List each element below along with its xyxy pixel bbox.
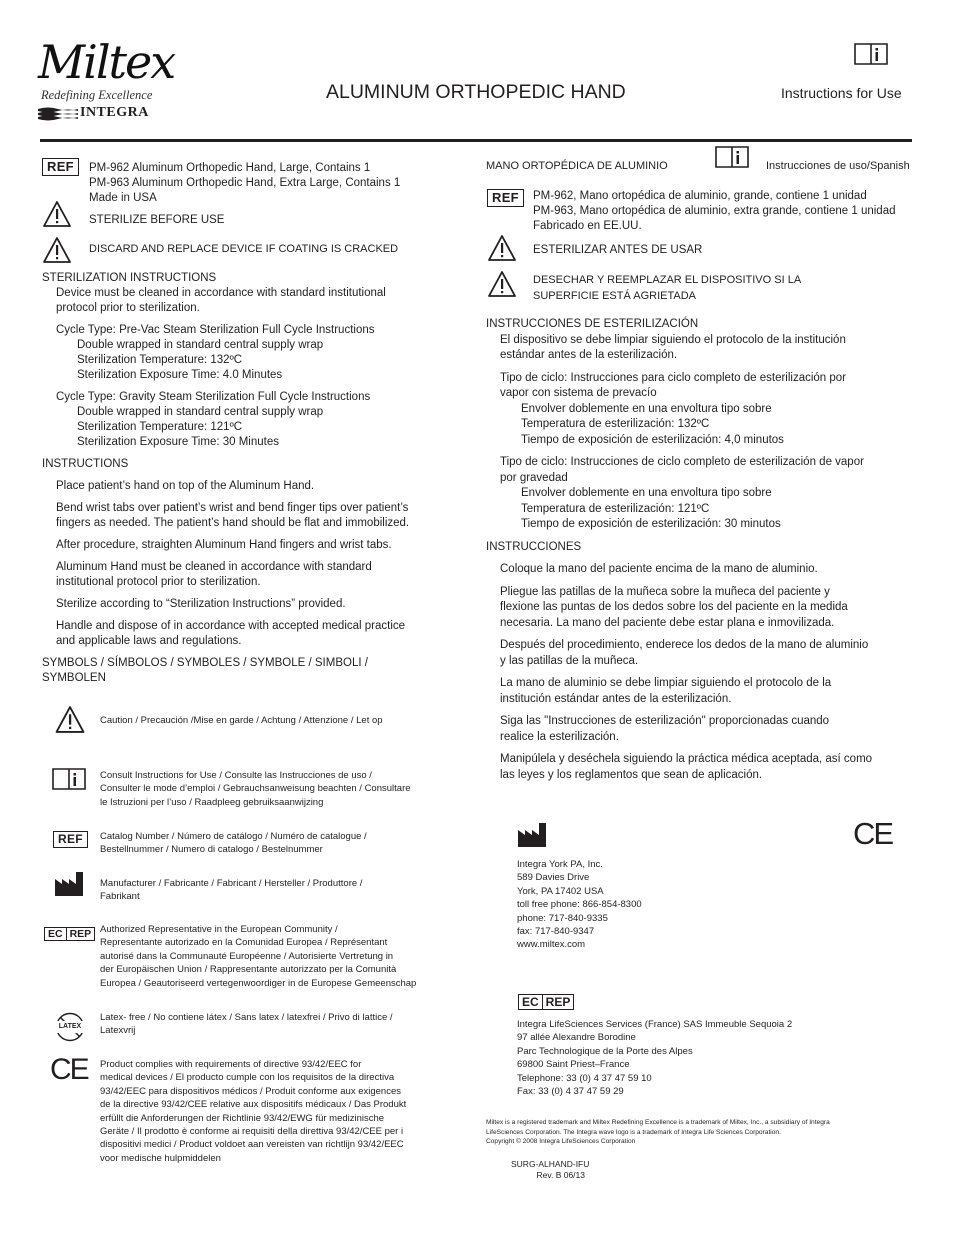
- sterilization-section-es: INSTRUCCIONES DE ESTERILIZACIÓN El dispositivo se debe limpiar siguiendo el protocolo de la institución estándar antes de la esterilización. Tipo de ciclo: Instrucciones para ciclo completo de esterilización por vapor con sistema de prevacío Envolver doblemente en una envoltura tipo sobre Temperatura de esterilización: 132ºC Tiempo de exposición de esterilización: 4,0 minutos Tipo de ciclo: Instrucciones de ciclo completo de esterilización de vapor por gravedad Envolver doblemente en una envoltura tipo sobre Temperatura de esterilización: 121ºC Tiempo de exposición de esterilización: 30 minutos INSTRUCCIONES Coloque la mano del paciente encima de la mano de aluminio. Pliegue las patillas de la muñeca sobre la muñeca del paciente y flexione las puntas de los dedos sobre los del paciente en la medida necesaria. La mano del paciente debe estar plana e inmovilizada. Después del procedimiento, enderece los dedos de la mano de aluminio y las patillas de la muñeca. La mano de aluminio se debe limpiar siguiendo el protocolo de la institución estándar antes de la esterilización. Siga las "Instrucciones de esterilización" proporcionadas cuando realice la esterilización. Manipúlela y deséchela siguiendo la práctica médica aceptada, así como las leyes y los reglamentos que sean de aplicación.: [486, 317, 906, 783]
- caution-icon: [54, 705, 86, 734]
- ce-mark-icon: CE: [50, 1053, 88, 1086]
- manufacturer-icon: [517, 821, 547, 849]
- section-heading: INSTRUCCIONES DE ESTERILIZACIÓN: [486, 318, 699, 330]
- section-heading: INSTRUCCIONES: [486, 540, 582, 553]
- ref-badge: REF: [487, 189, 524, 207]
- ref-description: PM-962 Aluminum Orthopedic Hand, Large, Contains 1 PM-963 Aluminum Orthopedic Hand, Extra Large, Contains 1 Made in USA: [89, 162, 401, 204]
- manufacturer-address: Integra York PA, Inc. 589 Davies Drive York, PA 17402 USA toll free phone: 866-854-8300 phone: 717-840-9335 fax: 717-840-9347 www.miltex.com: [517, 859, 642, 951]
- integra-wordmark: INTEGRA: [80, 105, 149, 120]
- sterilization-section: STERILIZATION INSTRUCTIONS Device must be cleaned in accordance with standard institutional protocol prior to sterilization. Cycle Type: Pre-Vac Steam Sterilization Full Cycle Instructions Double wrapped in standard central supply wrap Sterilization Temperature: 132ºC Sterilization Exposure Time: 4.0 Minutes Cycle Type: Gravity Steam Sterilization Full Cycle Instructions Double wrapped in standard central supply wrap Sterilization Temperature: 121ºC Sterilization Exposure Time: 30 Minutes INSTRUCTIONS Place patient’s hand on top of the Aluminum Hand. Bend wrist tabs over patient’s wrist and bend finger tips over patient’s fingers as needed. The patient’s hand should be flat and immobilized. After procedure, straighten Aluminum Hand fingers and wrist tabs. Aluminum Hand must be cleaned in accordance with standard institutional protocol prior to sterilization. Sterilize according to “Sterilization Instructions” provided. Handle and dispose of in accordance with accepted medical practice and applicable laws and regulations. SYMBOLS / SÍMBOLOS / SYMBOLES / SYMBOLE / SIMBOLI / SYMBOLEN: [42, 271, 452, 686]
- symbol-latex-text: Latex- free / No contiene látex / Sans latex / latexfrei / Privo di lattice / Latexvrij: [100, 1012, 393, 1037]
- discard-warning: DISCARD AND REPLACE DEVICE IF COATING IS CRACKED: [89, 243, 399, 255]
- discard-warning: DESECHAR Y REEMPLAZAR EL DISPOSITIVO SI LA SUPERFICIE ESTÁ AGRIETADA: [533, 274, 802, 302]
- consult-ifu-icon: [854, 43, 888, 65]
- symbol-catalog-text: Catalog Number / Número de catálogo / Numéro de catalogue / Bestellnummer / Numero di catalogo / Bestelnummer: [100, 831, 367, 856]
- legal-notice: Miltex is a registered trademark and Miltex Redefining Excellence is a trademark of Miltex, Inc., a subsidiary of Integra LifeSciences Corporation. The Integra wave logo is a trademark of Integra Life Sciences Corporation. Copyright © 2008 Integra LifeSciences Corporation: [486, 1119, 830, 1145]
- sterilize-warning: ESTERILIZAR ANTES DE USAR: [533, 244, 703, 256]
- section-heading: SYMBOLS / SÍMBOLOS / SYMBOLES / SYMBOLE / SIMBOLI /: [42, 657, 368, 669]
- instructions-for-use-label: Instructions for Use: [781, 85, 902, 101]
- consult-ifu-icon: [715, 146, 749, 168]
- header-divider: [40, 139, 912, 142]
- brand-name: Miltex: [38, 35, 175, 89]
- symbol-manufacturer-text: Manufacturer / Fabricante / Fabricant / Hersteller / Produttore / Fabrikant: [100, 878, 363, 903]
- symbol-consult-text: Consult Instructions for Use / Consulte las Instrucciones de uso / Consulter le mode d’emploi / Gebrauchsanweisung beachten / Consultare le Istruzioni per l’uso / Raadpleeg gebruiksaanwijzing: [100, 770, 411, 808]
- ec-rep-badge: EC REP: [518, 994, 574, 1010]
- ec-rep-address: Integra LifeSciences Services (France) SAS Immeuble Sequoia 2 97 allée Alexandre Borodine Parc Technologique de la Porte des Alpes 69800 Saint Priest–France Telephone: 33 (0) 4 37 47 59 10 Fax: 33 (0) 4 37 47 59 29: [517, 1019, 793, 1098]
- spanish-ifu-label: Instrucciones de uso/Spanish: [766, 160, 910, 172]
- ref-badge: REF: [42, 158, 79, 176]
- integra-wave-icon: [38, 106, 78, 121]
- spanish-title: MANO ORTOPÉDICA DE ALUMINIO: [486, 160, 668, 172]
- caution-icon: [487, 234, 517, 262]
- symbol-caution-text: Caution / Precaución /Mise en garde / Achtung / Attenzione / Let op: [100, 715, 383, 726]
- caution-icon: [42, 200, 72, 228]
- consult-ifu-icon: [52, 768, 86, 790]
- document-id: SURG-ALHAND-IFU Rev. B 06/13: [511, 1159, 590, 1180]
- sterilize-warning: STERILIZE BEFORE USE: [89, 214, 225, 226]
- section-heading: INSTRUCTIONS: [42, 458, 129, 470]
- symbol-authrep-text: Authorized Representative in the European Community / Representante autorizado en la Comunidad Europea / Représentant autorisé dans la Communauté Européenne / Autorisierte Vertretung in der Europäischen Union / Rappresentante autorizzato per la Comunità Europea / Geautoriseerd vertegenwoordiger in de Europese Gemeenschap: [100, 924, 417, 989]
- section-heading: STERILIZATION INSTRUCTIONS: [42, 272, 217, 284]
- ec-rep-badge: EC REP: [44, 927, 95, 941]
- caution-icon: [487, 270, 517, 298]
- ref-badge: REF: [53, 831, 88, 848]
- symbol-ce-text: Product complies with requirements of directive 93/42/EEC for medical devices / El producto cumple con los requisitos de la directiva 93/42/EEC para dispositivos médicos / Produit conforme aux exigences de la directive 93/42/CEE relative aux dispositifs médicaux / Das Produkt erfüllt die Anforderungen der Richtlinie 93/42/EWG für medizinische Geräte / Il prodotto è conforme ai requisiti della direttiva 93/42/CEE per i dispositivi medici / Product voldoet aan vereisten van richtlijn 93/42/EEC voor medische hulpmiddelen: [100, 1059, 407, 1164]
- ce-mark-icon: CE: [853, 816, 893, 851]
- ref-description: PM-962, Mano ortopédica de aluminio, grande, contiene 1 unidad PM-963, Mano ortopédica de aluminio, extra grande, contiene 1 unidad Fabricado en EE.UU.: [533, 190, 896, 232]
- caution-icon: [42, 236, 72, 264]
- latex-free-icon: [55, 1012, 85, 1042]
- page-title: ALUMINUM ORTHOPEDIC HAND: [326, 81, 626, 103]
- brand-tagline: Redefining Excellence: [41, 88, 153, 102]
- latex-label: LATEX: [55, 1021, 85, 1033]
- manufacturer-icon: [54, 871, 84, 897]
- miltex-logo: [38, 35, 175, 132]
